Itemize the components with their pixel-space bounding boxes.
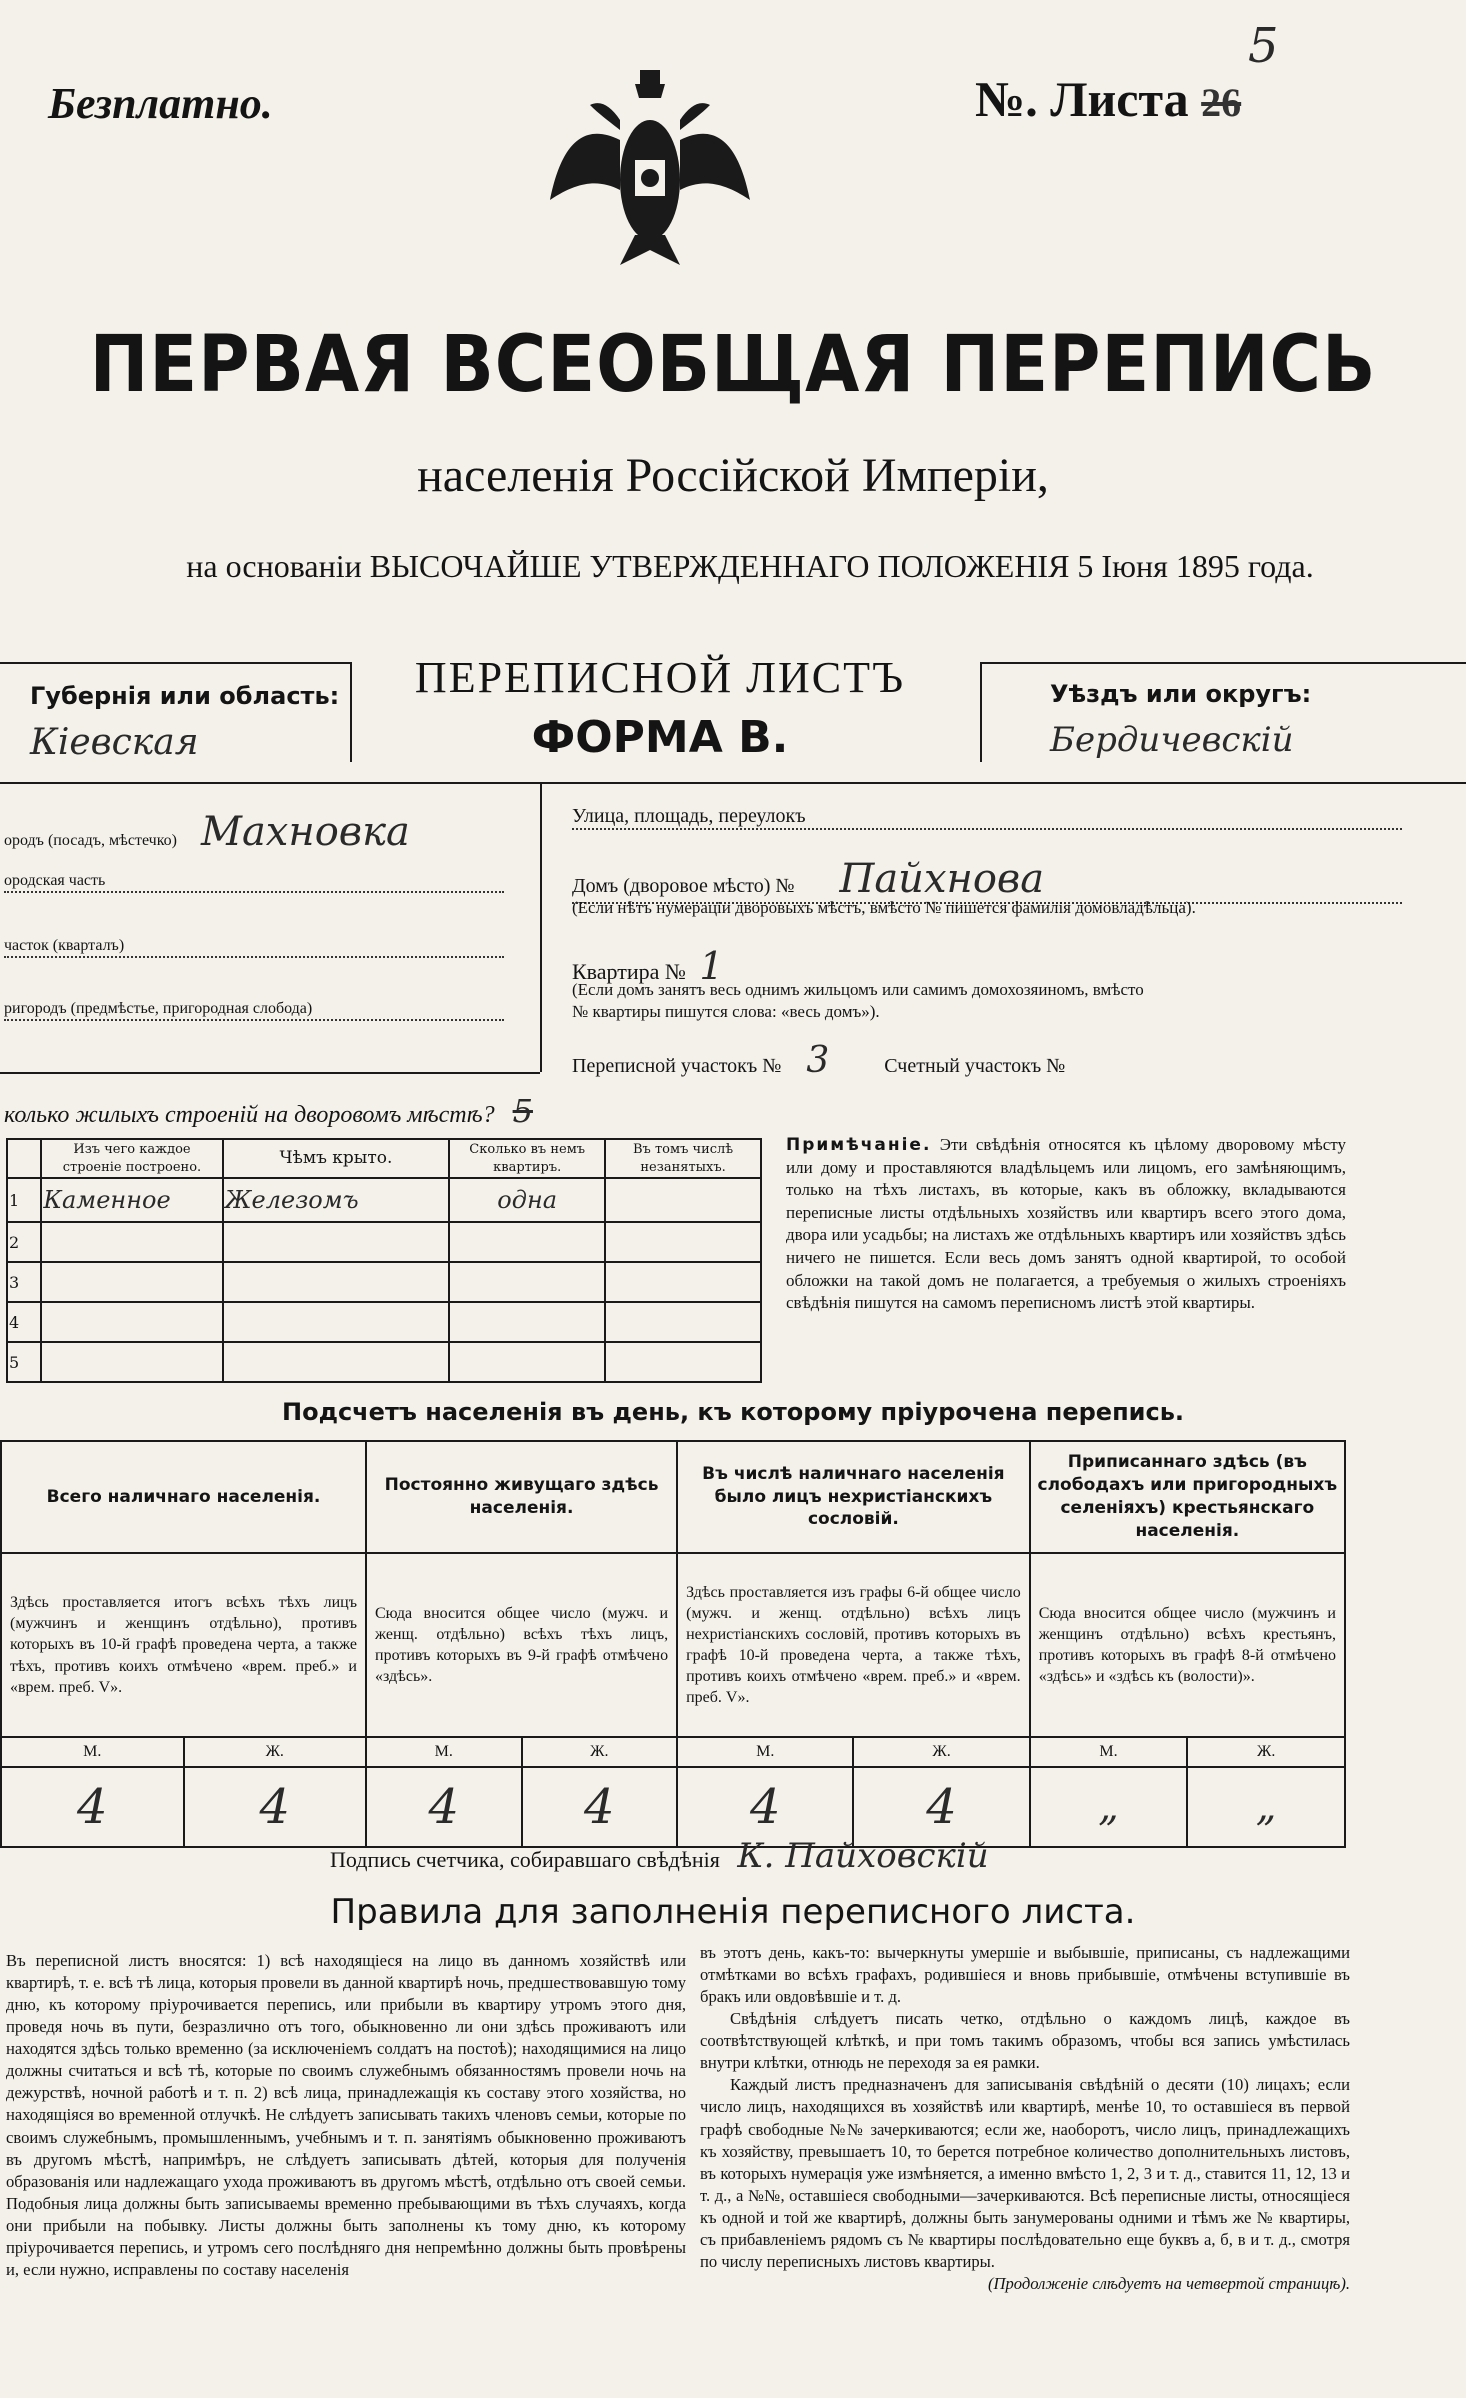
buildings-header-material: Изъ чего каждое строеніе построено. [41,1139,222,1178]
apartment-value: 1 [699,944,724,988]
buildings-table [6,1138,762,1383]
rules-right-1: въ этотъ день, какъ-то: вычеркнуты умершіе и выбывшіе, приписаны, съ надлежащими отмѣтками во всѣхъ графахъ, родившіеся и вновь прибывшіе, отмѣчены вступившіе въ бракъ или овдовѣвшіе и т. д. [700,1943,1350,2007]
page-subtitle: населенія Россійской Имперіи, [417,449,1049,502]
pop-desc-permanent: Сюда вносится общее число (мужч. и женщ. отдѣльно) всѣхъ тѣхъ лицъ, противъ которыхъ въ 9-й графѣ отмѣчено «здѣсь». [366,1553,677,1737]
row-number: 2 [7,1222,41,1262]
pop-m-label: М. [677,1737,853,1767]
legal-basis: на основаніи ВЫСОЧАЙШЕ УТВЕРЖДЕННАГО ПОЛОЖЕНІЯ 5 Іюня 1895 года. [186,548,1314,584]
apartment-note-2: № квартиры пишутся слова: «весь домъ»). [572,1002,880,1021]
building-vacant [605,1178,761,1222]
house-value: Пайхнова [839,856,1045,902]
signature-value: К. Пайховскій [737,1836,989,1876]
sheet-number-handwritten: 5 [1248,18,1279,74]
pop-m-label: М. [1,1737,184,1767]
rules-right-column [700,1942,1350,2295]
sheet-title: ПЕРЕПИСНОЙ ЛИСТЪ [414,653,906,702]
guberniya-value: Кіевская [30,722,199,763]
city-value: Махновка [201,809,410,855]
signature-label: Подпись счетчика, собиравшаго свѣдѣнія [330,1847,720,1872]
buildings-header-apartments: Сколько въ немъ квартиръ. [449,1139,605,1178]
pop-header-non-christian: Въ числѣ наличнаго населенія было лицъ нехристіанскихъ сословій. [677,1441,1030,1553]
pop-non-christian-zh: 4 [853,1767,1029,1847]
house-row [572,856,1402,904]
pop-peasants-m: „ [1030,1767,1188,1847]
free-label: Безплатно. [48,79,273,128]
pop-non-christian-m: 4 [677,1767,853,1847]
pop-peasants-zh: „ [1187,1767,1345,1847]
counting-section-label: Счетный участокъ № [884,1055,1066,1077]
suburb-label: ригородъ (предмѣстье, пригородная слобода) [4,998,504,1021]
street-label: Улица, площадь, переулокъ [572,805,1402,830]
signature-row [330,1836,989,1876]
sheet-number-label: №. Листа [975,71,1189,127]
pop-permanent-m: 4 [366,1767,522,1847]
apartment-note-1: (Если домъ занятъ весь однимъ жильцомъ или самимъ домохозяиномъ, вмѣсто [572,980,1144,999]
pop-total-m: 4 [1,1767,184,1847]
population-title: Подсчетъ населенія въ день, къ которому пріурочена перепись. [282,1398,1184,1426]
row-number: 1 [7,1178,41,1222]
row-number: 4 [7,1302,41,1342]
note-text: Эти свѣдѣнія относятся къ цѣлому дворовому мѣсту или дому и проставляются владѣльцемъ или лицомъ, его замѣняющимъ, только на тѣхъ листахъ, въ которые, какъ въ обложку, вкладываются переписные листы отдѣльныхъ хозяйствъ или квартиръ всего этого дома, двора или усадьбы; на листахъ же отдѣльныхъ квартиръ или хозяйствъ здѣсь ничего не пишется. Если весь домъ занятъ одной квартирой, то особой обложки на такой домъ не полагается, а требуемыя о жилыхъ строеніяхъ свѣдѣнія пишутся на самомъ переписномъ листѣ этой квартиры. [786,1135,1347,1313]
district-label: часток (кварталъ) [4,935,504,958]
sheet-number-struck: 26 [1201,80,1242,125]
house-label: Домъ (дворовое мѣсто) № [572,875,795,897]
buildings-note [786,1134,1346,1315]
census-section-label: Переписной участокъ № [572,1055,782,1077]
rules-left-column: Въ переписной листъ вносятся: 1) всѣ находящіеся на лицо въ данномъ хозяйствѣ или квартирѣ, т. е. всѣ тѣ лица, которыя провели въ данной квартирѣ ночь, предшествовавшую тому дню, къ которому пріурочивается перепись, или прибыли въ квартиру утромъ этого дня, проведя ночь въ пути, безразлично отъ того, обыкновенно ли они здѣсь проживаютъ или находятся здѣсь только временно (за исключеніемъ солдатъ на постоѣ); находящимися на лицо должны считаться и всѣ тѣ, которые по своимъ служебнымъ обязанностямъ провели ночь на дежурствѣ, ночной работѣ и т. п. 2) всѣ лица, принадлежащія къ составу этого хозяйства, но находящіяся во временной отлучкѣ. Не слѣдуетъ записывать такихъ членовъ семьи, которые по своимъ служебнымъ, промышленнымъ, учебнымъ и т. п. занятіямъ обыкновенно проживаютъ въ другомъ мѣстѣ, напримѣръ, не слѣдуетъ записывать дѣтей, которыя для полученія образованія или надлежащаго ухода проживаютъ въ другомъ мѣстѣ, отдѣльно отъ своей семьи. Подобныя лица должны быть записываемы временно пребывающими въ тѣхъ случаяхъ, когда они прибыли на побывку. Листы должны быть заполнены къ тому дню, къ которому пріурочивается перепись, и утромъ сего послѣдняго дня непремѣнно должны быть провѣрены и, если нужно, исправлены по составу населенія [6,1951,686,2279]
uezd-value: Бердичевскій [1050,720,1294,760]
apartment-label: Квартира № [572,959,686,984]
imperial-eagle-emblem [540,60,760,270]
pop-zh-label: Ж. [853,1737,1029,1767]
buildings-question-value: 5 [512,1092,533,1130]
pop-header-peasants: Приписаннаго здѣсь (въ слободахъ или пригородныхъ селеніяхъ) крестьянскаго населенія. [1030,1441,1345,1553]
city-row [4,806,534,859]
census-section-value: 3 [806,1040,830,1081]
rules-title: Правила для заполненія переписного листа. [330,1892,1136,1932]
pop-header-permanent: Постоянно живущаго здѣсь населенія. [366,1441,677,1553]
note-title: Примѣчаніе. [786,1135,932,1155]
buildings-question: колько жилыхъ строеній на дворовомъ мѣстѣ? 5 [4,1092,533,1130]
pop-zh-label: Ж. [1187,1737,1345,1767]
pop-desc-total: Здѣсь проставляется итогъ всѣхъ тѣхъ лицъ (мужчинъ и женщинъ отдѣльно), противъ которыхъ въ 10-й графѣ проведена черта, а также тѣхъ, противъ коихъ отмѣчено «врем. преб.» и «врем. преб. V». [1,1553,366,1737]
pop-header-total: Всего наличнаго населенія. [1,1441,366,1553]
row-number: 5 [7,1342,41,1382]
pop-desc-peasants: Сюда вносится общее число (мужчинъ и женщинъ отдѣльно) всѣхъ крестьянъ, противъ которыхъ въ графѣ 8-й отмѣчено «здѣсь» и «здѣсь къ (волости)». [1030,1553,1345,1737]
rules-right-3: Каждый листъ предназначенъ для записыванія свѣдѣній о десяти (10) лицахъ; если число лицъ, находящихся въ хозяйствѣ или квартирѣ, менѣе 10, то оставшіеся въ первой графѣ свободные №№ зачеркиваются; если же, наоборотъ, число лицъ, принадлежащихъ къ хозяйству, превышаетъ 10, то берется потребное количество дополнительныхъ листовъ, въ которыхъ нумерація уже измѣняется, а именно вмѣсто 1, 2, 3 и т. д., ставится 11, 12, 13 и т. д., а №№, оставшіеся свободными—зачеркиваются. Всѣ переписные листы, относящіеся къ одной и той же квартирѣ, должны быть занумерованы одними и тѣмъ же № квартиры, съ прибавленіемъ рядомъ съ № квартиры послѣдовательно еще буквъ а, б, в и т. д., смотря по числу переписныхъ листовъ квартиры. [700,2075,1350,2271]
census-section-row [572,1040,1402,1081]
rules-right-2: Свѣдѣнія слѣдуетъ писать четко, отдѣльно о каждомъ лицѣ, каждое въ соотвѣтствующей клѣткѣ, и при томъ такимъ образомъ, чтобы вся запись умѣстилась внутри клѣтки, отнюдь не переходя за ея рамки. [700,2009,1350,2073]
pop-m-label: М. [366,1737,522,1767]
pop-permanent-zh: 4 [522,1767,678,1847]
buildings-header-roof: Чѣмъ крыто. [223,1139,450,1178]
city-label: ородъ (посадъ, мѣстечко) [4,832,177,849]
pop-zh-label: Ж. [522,1737,678,1767]
building-material: Каменное [41,1178,222,1222]
buildings-header-vacant: Въ томъ числѣ незанятыхъ. [605,1139,761,1178]
house-note: (Если нѣтъ нумераціи дворовыхъ мѣстъ, вмѣсто № пишется фамилія домовладѣльца). [572,898,1196,917]
uezd-label: Уѣздъ или округъ: [1050,680,1312,708]
row-number: 3 [7,1262,41,1302]
building-apartments: одна [449,1178,605,1222]
pop-total-zh: 4 [184,1767,367,1847]
page-title: ПЕРВАЯ ВСЕОБЩАЯ ПЕРЕПИСЬ [89,320,1377,410]
rules-continued: (Продолженіе слѣдуетъ на четвертой страницѣ). [987,2273,1350,2293]
building-roof: Железомъ [223,1178,450,1222]
city-part-label: ородская часть [4,870,504,893]
pop-zh-label: Ж. [184,1737,367,1767]
pop-desc-non-christian: Здѣсь проставляется изъ графы 6-й общее число (мужч. и женщ. отдѣльно) всѣхъ лицъ нехристіанскихъ сословій, противъ которыхъ въ графѣ 10-й проведена черта, а также тѣхъ, противъ коихъ отмѣчено «врем. преб.» и «врем. преб. V». [677,1553,1030,1737]
form-name: ФОРМА В. [531,712,789,763]
sheet-number [975,70,1241,128]
guberniya-label: Губернія или область: [30,682,340,710]
pop-m-label: М. [1030,1737,1188,1767]
population-table [0,1440,1346,1848]
